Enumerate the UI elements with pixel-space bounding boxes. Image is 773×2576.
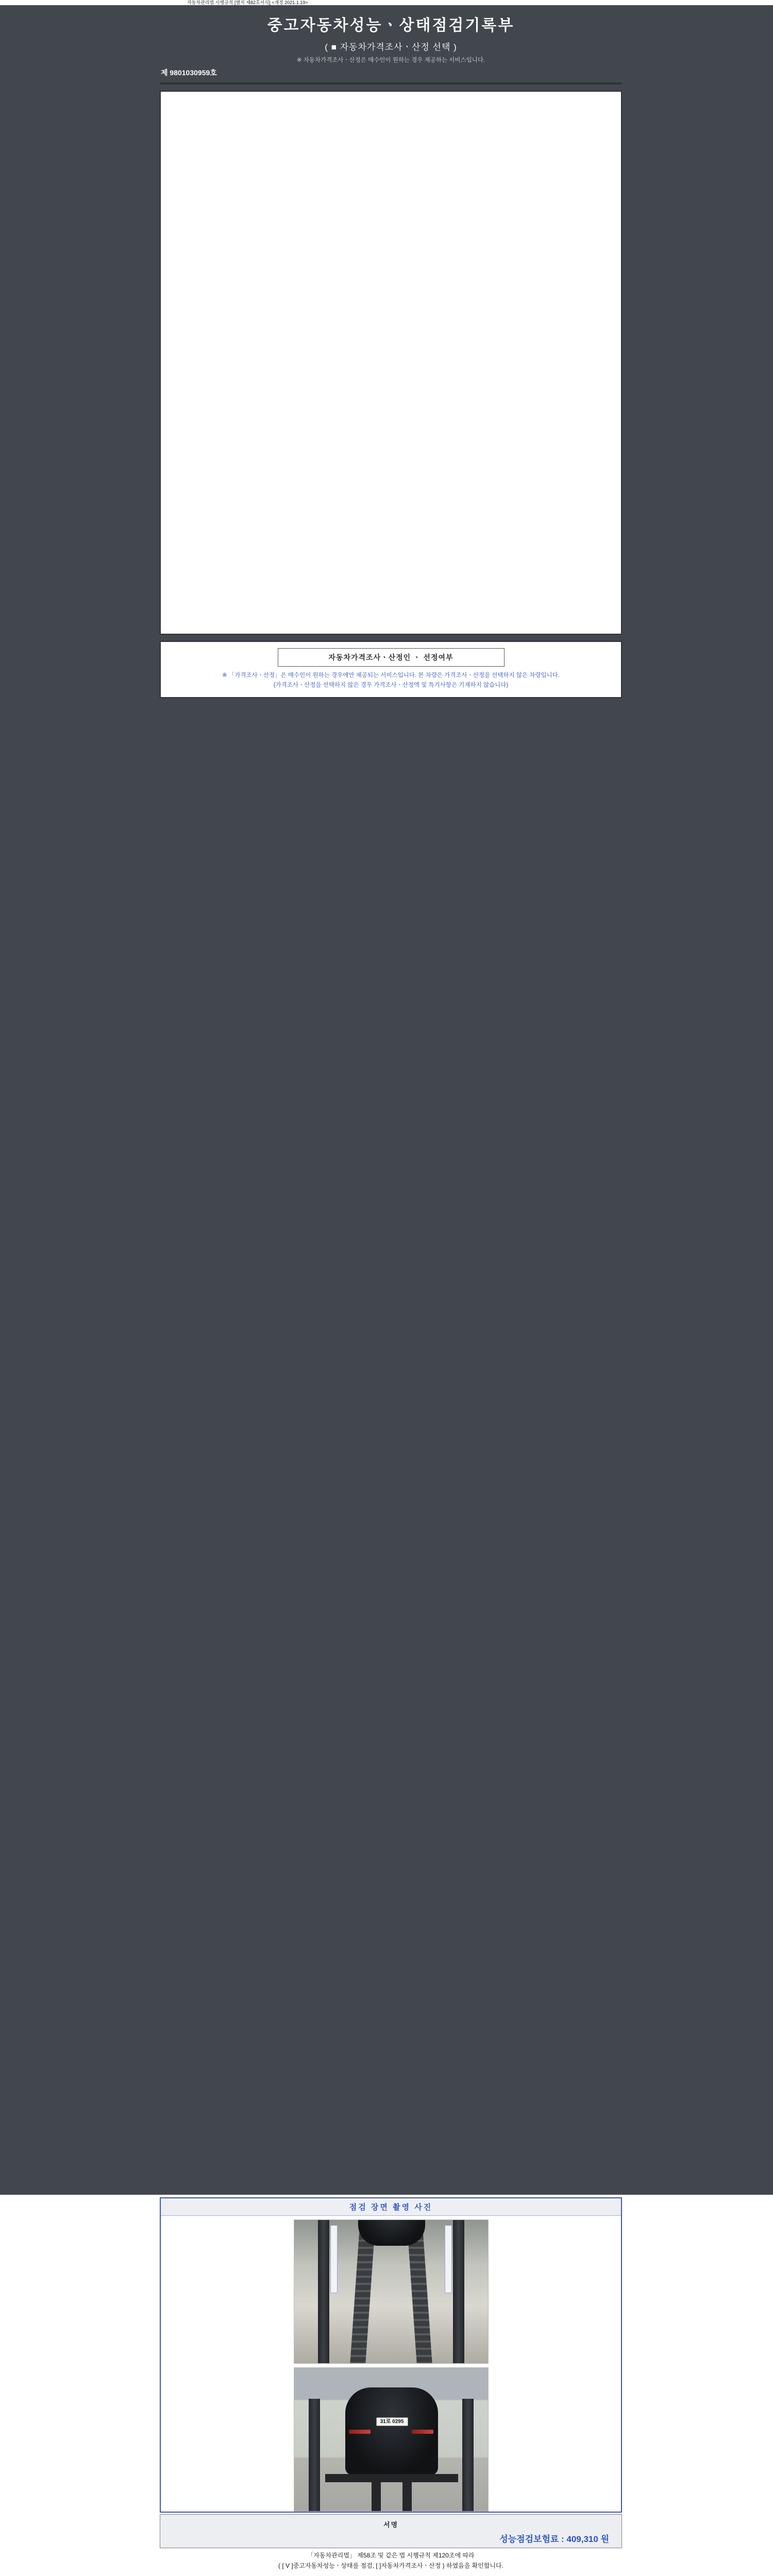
footer-line-1: 「자동차관리법」 제58조 및 같은 법 시행규칙 제120조에 따라 — [307, 2552, 475, 2559]
car-underside-silhouette — [358, 2219, 425, 2246]
photo-section-title: 점검 장면 촬영 사진 — [161, 2198, 621, 2216]
taillight-icon — [349, 2430, 371, 2434]
signature-section — [160, 2514, 622, 2548]
price-survey-selection — [160, 641, 622, 698]
document-body — [160, 65, 622, 698]
lift-post-icon — [453, 2220, 464, 2363]
selection-note-1: ※ 「가격조사ㆍ산정」은 매수인이 원하는 경우에만 제공되는 서비스입니다. 본 차량은 가격조사ㆍ산정을 선택하지 않은 차량입니다. — [222, 672, 560, 679]
inspection-photo-front[interactable] — [294, 2219, 489, 2364]
document-number: 제 9801030959호 — [161, 69, 217, 77]
lift-post-icon — [462, 2399, 474, 2511]
law-note: 자동차관리법 시행규칙 [별지 제82호서식] <개정 2021.1.19> — [0, 0, 773, 5]
lift-post-icon — [318, 2220, 329, 2363]
selection-box-title: 자동차가격조사ㆍ산정인 ㆍ 선정여부 — [278, 648, 505, 667]
inspection-insurance-fee: 성능점검보험료 : 409,310 원 — [499, 2534, 609, 2544]
lift-ramp-icon — [372, 2482, 381, 2512]
lift-ramp-icon — [402, 2482, 412, 2512]
form-title: 중고자동차성능ㆍ상태점검기록부 — [267, 17, 515, 34]
license-plate: 31로 0295 — [376, 2417, 408, 2426]
banner-icon — [330, 2225, 338, 2293]
form-subtitle: ( ■ 자동차가격조사ㆍ산정 선택 ) — [325, 42, 457, 52]
footer-line-2: ( [ V ]중고자동차성능ㆍ상태를 점검, [ ]자동차가격조사ㆍ산정 ) 하였음을 확인합니다. — [278, 2562, 503, 2569]
inspection-photo-section — [160, 2197, 622, 2513]
signature-label: 서명 — [383, 2521, 399, 2529]
banner-icon — [445, 2225, 452, 2293]
selection-note-2: (가격조사ㆍ산정을 선택하지 않은 경우 가격조사ㆍ산정액 및 특기사항은 기재하지 않습니다) — [273, 682, 509, 688]
main-sheet — [160, 82, 622, 84]
taillight-icon — [412, 2430, 433, 2434]
form-subnote: ※ 자동차가격조사ㆍ산정은 매수인이 원하는 경우 제공하는 서비스입니다. — [296, 57, 485, 63]
lift-post-icon — [309, 2399, 320, 2511]
notice-sheet — [160, 91, 622, 635]
confirmation-footer — [160, 2550, 622, 2571]
title-block — [160, 12, 622, 64]
lift-arm-icon — [325, 2474, 458, 2482]
inspection-photo-rear[interactable] — [294, 2367, 489, 2512]
